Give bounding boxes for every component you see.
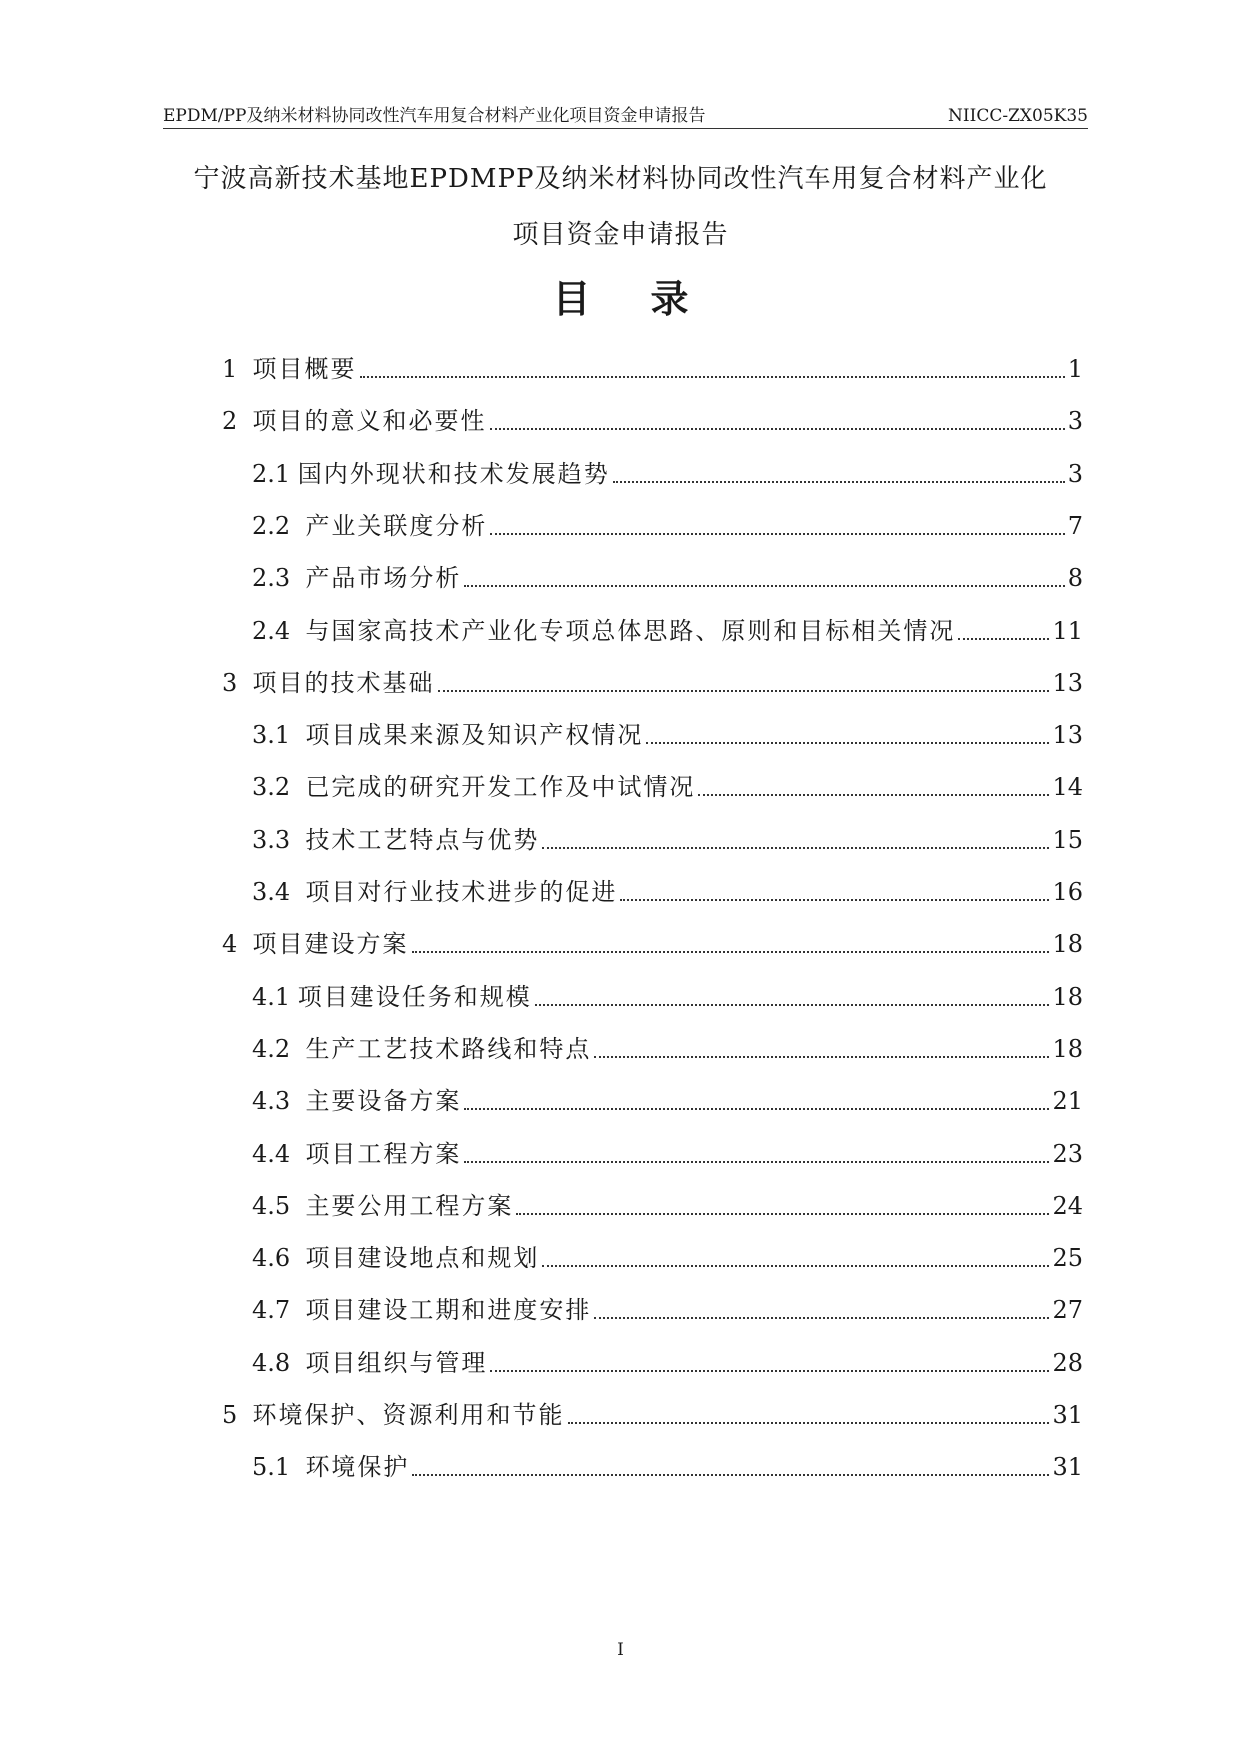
toc-entry-title: 环境保护、资源利用和节能 xyxy=(252,1401,565,1429)
toc-entry-title: 生产工艺技术路线和特点 xyxy=(305,1034,592,1063)
toc-entry-number: 4.1 xyxy=(252,982,298,1011)
toc-entry[interactable] xyxy=(252,1189,1083,1223)
toc-entry-page: 3 xyxy=(1067,407,1083,436)
toc-dot-leader xyxy=(464,1161,1049,1163)
toc-entry-title: 主要设备方案 xyxy=(305,1087,462,1116)
toc-entry-page: 1 xyxy=(1067,355,1083,383)
toc-entry[interactable] xyxy=(252,561,1083,595)
toc-entry[interactable] xyxy=(252,614,1083,648)
toc-dot-leader xyxy=(542,847,1049,849)
toc-entry-page: 13 xyxy=(1052,668,1083,697)
toc-entry-page: 25 xyxy=(1052,1244,1083,1273)
running-header-code: NIICC-ZX05K35 xyxy=(948,106,1088,126)
toc-entry[interactable] xyxy=(252,457,1083,491)
toc-entry[interactable] xyxy=(252,1241,1083,1275)
toc-entry-page: 7 xyxy=(1067,511,1083,540)
toc-dot-leader xyxy=(958,638,1049,640)
document-title-line-1: 宁波高新技术基地EPDMPP及纳米材料协同改性汽车用复合材料产业化 xyxy=(193,164,1048,194)
toc-entry-number: 3.4 xyxy=(252,878,306,906)
toc-dot-leader xyxy=(490,428,1065,430)
toc-dot-leader xyxy=(360,376,1065,378)
toc-entry-title: 项目成果来源及知识产权情况 xyxy=(305,721,644,750)
toc-entry-title: 产品市场分析 xyxy=(305,564,462,593)
toc-entry-title: 项目建设任务和规模 xyxy=(297,982,532,1011)
toc-entry[interactable] xyxy=(252,1346,1083,1380)
toc-entry-page: 18 xyxy=(1052,930,1083,959)
toc-dot-leader xyxy=(464,1108,1049,1110)
toc-entry-number: 3 xyxy=(222,668,253,697)
toc-entry[interactable] xyxy=(222,1398,1083,1432)
toc-entry[interactable] xyxy=(252,770,1083,804)
toc-entry-title: 与国家高技术产业化专项总体思路、原则和目标相关情况 xyxy=(305,616,956,645)
toc-entry[interactable] xyxy=(222,927,1083,961)
toc-entry-title: 项目建设方案 xyxy=(252,930,409,959)
toc-entry-title: 产业关联度分析 xyxy=(305,511,488,540)
toc-entry-number: 4.8 xyxy=(252,1348,306,1377)
toc-dot-leader xyxy=(490,1370,1049,1372)
toc-entry-title: 项目的意义和必要性 xyxy=(252,407,487,436)
toc-entry-page: 14 xyxy=(1052,773,1083,802)
toc-entry[interactable] xyxy=(222,404,1083,438)
toc-dot-leader xyxy=(594,1056,1049,1058)
toc-entry-number: 4 xyxy=(222,930,253,959)
toc-entry[interactable] xyxy=(252,1032,1083,1066)
toc-entry-number: 1 xyxy=(222,355,253,383)
toc-entry-title: 项目的技术基础 xyxy=(252,668,435,697)
toc-entry-page: 3 xyxy=(1067,459,1083,488)
toc-entry[interactable] xyxy=(222,352,1083,386)
toc-entry-number: 2.2 xyxy=(252,511,306,540)
toc-entry-title: 项目建设工期和进度安排 xyxy=(305,1296,592,1325)
toc-dot-leader xyxy=(594,1317,1049,1319)
toc-entry-page: 18 xyxy=(1052,982,1083,1011)
toc-entry-number: 4.3 xyxy=(252,1087,306,1116)
page-number: I xyxy=(617,1640,624,1660)
toc-entry-title: 已完成的研究开发工作及中试情况 xyxy=(305,773,696,802)
toc-dot-leader xyxy=(412,1474,1049,1476)
toc-entry-page: 23 xyxy=(1052,1139,1083,1168)
toc-entry-title: 国内外现状和技术发展趋势 xyxy=(297,459,610,488)
toc-entry-page: 31 xyxy=(1052,1401,1083,1429)
toc-entry[interactable] xyxy=(252,823,1083,857)
toc-entry[interactable] xyxy=(252,1084,1083,1118)
toc-entry-title: 项目组织与管理 xyxy=(305,1348,488,1377)
toc-heading: 目录 xyxy=(552,276,749,321)
toc-entry-number: 2.4 xyxy=(252,616,306,645)
document-title-line-2: 项目资金申请报告 xyxy=(512,220,729,250)
toc-entry-number: 5.1 xyxy=(252,1453,306,1482)
toc-entry-page: 18 xyxy=(1052,1034,1083,1063)
toc-dot-leader xyxy=(412,951,1050,953)
toc-entry-number: 3.1 xyxy=(252,721,306,750)
toc-dot-leader xyxy=(542,1265,1049,1267)
toc-entry-title: 环境保护 xyxy=(305,1453,410,1482)
toc-dot-leader xyxy=(613,481,1065,483)
toc-entry-page: 11 xyxy=(1052,616,1083,645)
toc-entry-page: 15 xyxy=(1052,825,1083,854)
toc-entry-page: 16 xyxy=(1052,878,1083,906)
toc-dot-leader xyxy=(464,585,1064,587)
toc-entry[interactable] xyxy=(222,666,1083,700)
toc-dot-leader xyxy=(535,1004,1050,1006)
toc-entry[interactable] xyxy=(252,1293,1083,1327)
toc-entry-number: 4.4 xyxy=(252,1139,306,1168)
toc-entry-page: 24 xyxy=(1052,1191,1083,1220)
toc-entry[interactable] xyxy=(252,1450,1083,1484)
toc-entry-title: 项目对行业技术进步的促进 xyxy=(305,878,618,906)
toc-entry-page: 21 xyxy=(1052,1087,1083,1116)
toc-entry-page: 8 xyxy=(1067,564,1083,593)
toc-entry-page: 28 xyxy=(1052,1348,1083,1377)
running-header xyxy=(163,100,1088,129)
toc-entry-number: 3.2 xyxy=(252,773,306,802)
toc-entry-number: 2 xyxy=(222,407,253,436)
toc-entry[interactable] xyxy=(252,875,1083,909)
toc-entry-number: 4.7 xyxy=(252,1296,306,1325)
toc-entry-title: 项目概要 xyxy=(252,355,357,383)
toc-entry-number: 3.3 xyxy=(252,825,306,854)
toc-dot-leader xyxy=(568,1422,1050,1424)
toc-entry[interactable] xyxy=(252,1137,1083,1171)
toc-entry-title: 技术工艺特点与优势 xyxy=(305,825,540,854)
toc-entry-number: 5 xyxy=(222,1401,253,1429)
toc-entry[interactable] xyxy=(252,509,1083,543)
toc-dot-leader xyxy=(438,690,1050,692)
toc-entry-number: 2.3 xyxy=(252,564,306,593)
toc-entry-number: 2.1 xyxy=(252,459,298,488)
toc-dot-leader xyxy=(620,899,1049,901)
toc-entry-page: 13 xyxy=(1052,721,1083,750)
toc-entry-page: 27 xyxy=(1052,1296,1083,1325)
toc-dot-leader xyxy=(698,794,1049,796)
running-header-title: EPDM/PP及纳米材料协同改性汽车用复合材料产业化项目资金申请报告 xyxy=(163,106,706,126)
toc-entry-page: 31 xyxy=(1052,1453,1083,1482)
toc-entry[interactable] xyxy=(252,718,1083,752)
toc-entry-number: 4.2 xyxy=(252,1034,306,1063)
toc-entry-title: 主要公用工程方案 xyxy=(305,1191,514,1220)
toc-entry-number: 4.6 xyxy=(252,1244,306,1273)
toc-entry-number: 4.5 xyxy=(252,1191,306,1220)
toc-dot-leader xyxy=(646,742,1049,744)
toc-dot-leader xyxy=(490,533,1064,535)
toc-dot-leader xyxy=(516,1213,1049,1215)
toc-entry[interactable] xyxy=(252,980,1083,1014)
toc-entry-title: 项目工程方案 xyxy=(305,1139,462,1168)
toc-entry-title: 项目建设地点和规划 xyxy=(305,1244,540,1273)
